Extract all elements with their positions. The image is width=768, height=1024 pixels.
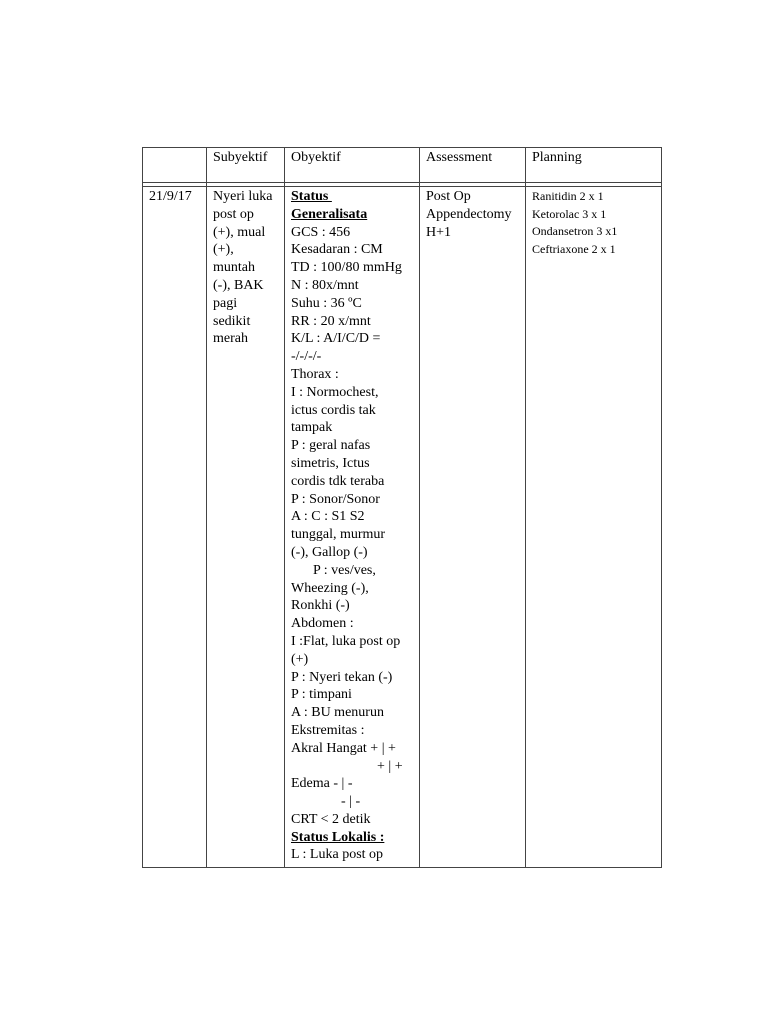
obyektif-line: P : ves/ves, [313,562,376,578]
obyektif-line: Edema - | - [291,776,353,792]
subyektif-line: muntah [213,260,255,276]
table-row [143,187,662,868]
obyektif-line: A : C : S1 S2 [291,509,365,525]
header-date [143,148,207,183]
obyektif-line: Akral Hangat + | + [291,740,396,756]
obyektif-line: RR : 20 x/mnt [291,313,371,329]
obyektif-line: P : timpani [291,687,352,703]
obyektif-line: Ekstremitas : [291,722,365,738]
subyektif-line: pagi [213,295,238,311]
obyektif-line: ictus cordis tak [291,402,376,418]
obyektif-line: Ronkhi (-) [291,598,350,614]
subyektif-cell [207,187,285,868]
obyektif-line: (+) [291,651,309,667]
obyektif-line: -/-/-/- [291,349,322,365]
obyektif-line: CRT < 2 detik [291,811,371,827]
obyektif-line: Abdomen : [291,616,354,632]
date-text: 21/9/17 [149,189,192,204]
assessment-line: Appendectomy [426,206,512,222]
obyektif-line: N : 80x/mnt [291,277,359,293]
subyektif-line: post op [213,206,254,222]
obyektif-line: P : Nyeri tekan (-) [291,669,393,685]
subyektif-line: Nyeri luka [213,189,273,204]
subyektif-line: sedikit [213,313,251,329]
header-subyektif: Subyektif [207,148,285,183]
obyektif-line: Kesadaran : CM [291,242,383,258]
obyektif-line: tunggal, murmur [291,527,386,543]
obyektif-line: GCS : 456 [291,224,351,240]
assessment-line: Post Op [426,189,471,204]
obyektif-line: Suhu : 36 ºC [291,295,362,311]
obyektif-line: I :Flat, luka post op [291,633,401,649]
obyektif-line: tampak [291,420,333,436]
planning-cell [526,187,662,868]
header-obyektif: Obyektif [285,148,420,183]
obyektif-line: P : geral nafas [291,438,371,454]
obyektif-line: A : BU menurun [291,705,384,721]
planning-line: Ketorolac 3 x 1 [532,206,607,221]
obyektif-line: cordis tdk teraba [291,473,385,489]
soap-table [142,147,662,868]
obyektif-line: P : Sonor/Sonor [291,491,380,507]
obyektif-line: (-), Gallop (-) [291,544,368,560]
assessment-cell [420,187,526,868]
header-row [143,148,662,183]
subyektif-line: (-), BAK [213,277,264,293]
planning-line: Ondansetron 3 x1 [532,224,618,238]
obyektif-line: + | + [377,758,403,774]
planning-line: Ceftriaxone 2 x 1 [532,241,616,256]
subyektif-line: (+), [213,242,234,258]
obyektif-line: Wheezing (-), [291,580,369,596]
assessment-line: H+1 [426,224,452,240]
obyektif-line: K/L : A/I/C/D = [291,331,381,347]
date-cell [143,187,207,868]
obyektif-line: TD : 100/80 mmHg [291,260,402,276]
header-assessment: Assessment [420,148,526,183]
status-generalisata-heading: Status [291,189,332,204]
obyektif-line: I : Normochest, [291,384,379,400]
obyektif-line: - | - [341,794,361,810]
status-lokalis-heading: Status Lokalis : [291,829,385,845]
subyektif-line: merah [213,331,248,347]
obyektif-line: Thorax : [291,366,339,382]
planning-line: Ranitidin 2 x 1 [532,189,604,203]
header-planning: Planning [526,148,662,183]
obyektif-line: L : Luka post op [291,847,384,863]
subyektif-line: (+), mual [213,224,266,240]
obyektif-line: simetris, Ictus [291,455,370,471]
status-generalisata-heading-2: Generalisata [291,206,368,222]
obyektif-cell [285,187,420,868]
